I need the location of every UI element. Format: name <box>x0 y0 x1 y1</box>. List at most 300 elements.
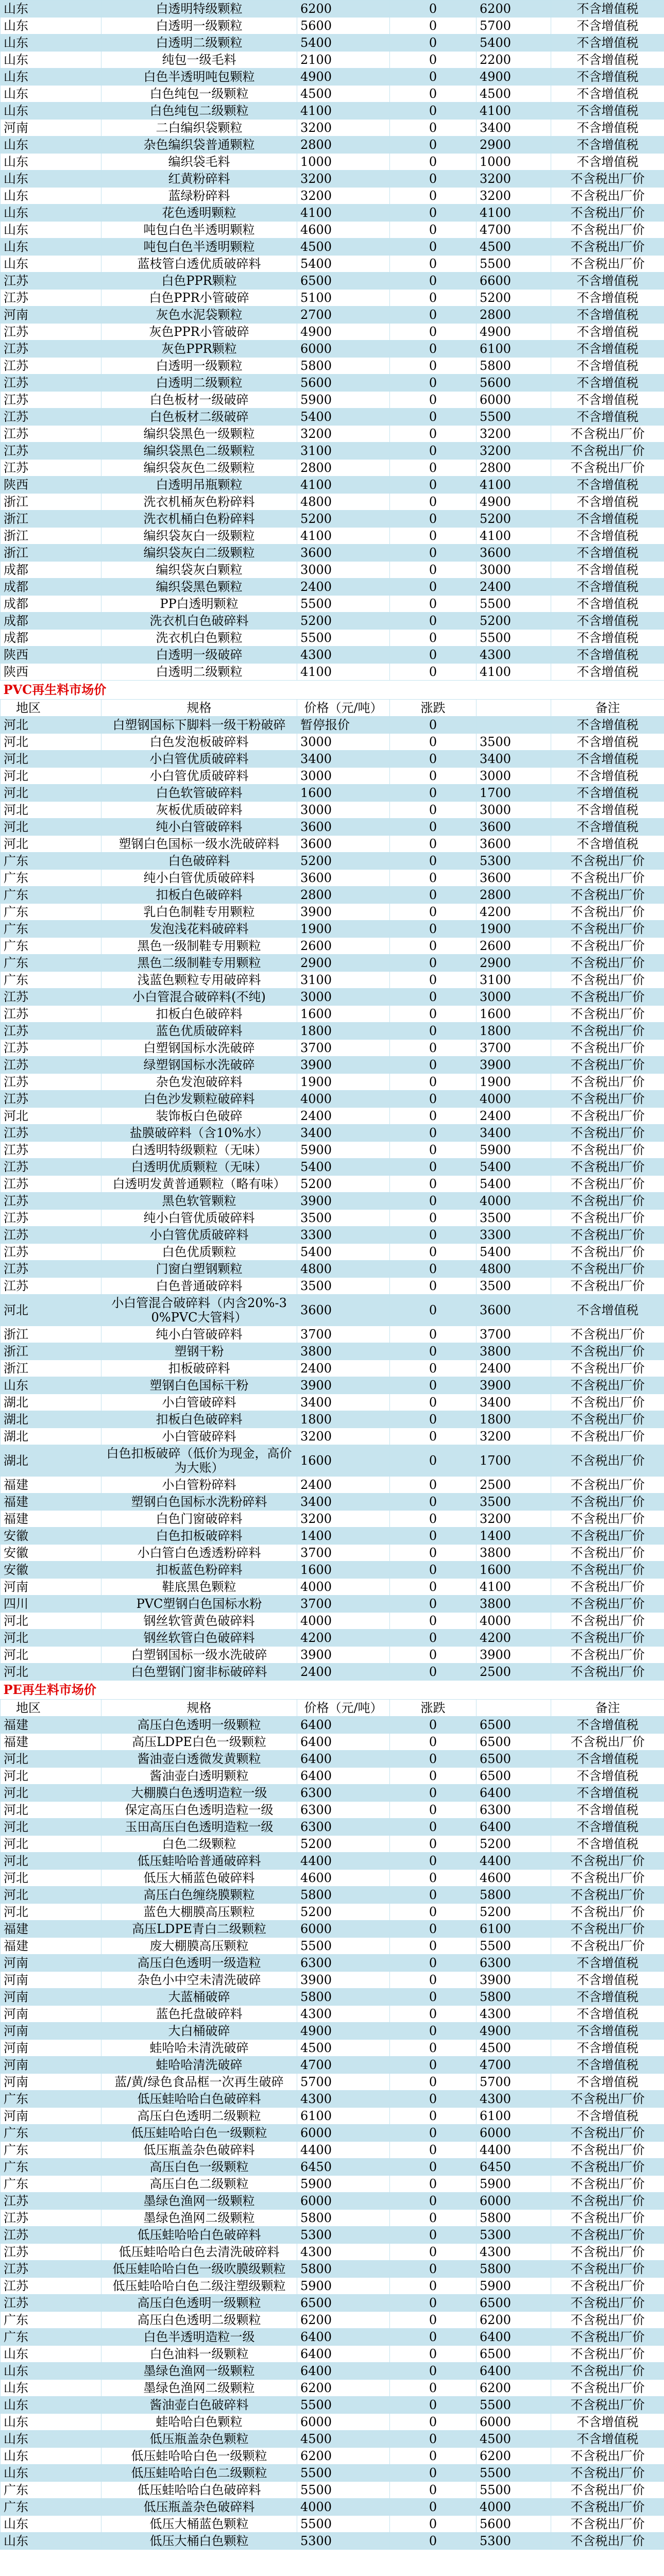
spec-cell: 白透明二级颗粒 <box>101 375 297 392</box>
price-cell: 3200 <box>297 1511 390 1528</box>
change-cell: 0 <box>390 2074 476 2091</box>
note-cell: 不含税出厂价 <box>551 1360 664 1377</box>
price-cell: 4100 <box>297 103 390 120</box>
region-cell: 江苏 <box>1 1074 101 1091</box>
price-upper-cell: 6100 <box>476 1921 551 1938</box>
table-row <box>1 904 664 921</box>
table-row <box>1 2176 664 2193</box>
spec-cell: 白透明一级破碎 <box>101 647 297 664</box>
table-row <box>1 358 664 375</box>
spec-cell: 低压蛙哈哈白色破碎料 <box>101 2482 297 2499</box>
change-cell: 0 <box>390 613 476 630</box>
price-cell: 3300 <box>297 1227 390 1244</box>
column-header-gap <box>476 700 551 717</box>
table-row <box>1 18 664 35</box>
note-cell: 不含税出厂价 <box>551 460 664 477</box>
price-upper-cell: 5500 <box>476 256 551 273</box>
spec-cell: 浅蓝色颗粒专用破碎料 <box>101 972 297 989</box>
table-row <box>1 1394 664 1411</box>
price-cell: 3100 <box>297 972 390 989</box>
table-row <box>1 2142 664 2159</box>
spec-cell: 白塑钢国标水洗破碎 <box>101 1040 297 1057</box>
price-cell: 4300 <box>297 2244 390 2261</box>
note-cell: 不含增值税 <box>551 836 664 853</box>
price-upper-cell: 3600 <box>476 836 551 853</box>
spec-cell: 大蓝桶破碎 <box>101 1989 297 2006</box>
change-cell: 0 <box>390 477 476 494</box>
note-cell: 不含增值税 <box>551 477 664 494</box>
region-cell: 河北 <box>1 819 101 836</box>
column-header-region: 地区 <box>1 700 101 717</box>
change-cell: 0 <box>390 1545 476 1562</box>
region-cell: 浙江 <box>1 1360 101 1377</box>
section-title: PE再生料市场价 <box>1 1681 664 1700</box>
table-row <box>1 1768 664 1785</box>
price-upper-cell: 1800 <box>476 1023 551 1040</box>
price-upper-cell: 3400 <box>476 1125 551 1142</box>
change-cell: 0 <box>390 2040 476 2057</box>
region-cell: 河北 <box>1 1751 101 1768</box>
change-cell: 0 <box>390 785 476 802</box>
price-upper-cell: 4700 <box>476 222 551 239</box>
spec-cell: 白色扣板破碎料 <box>101 1528 297 1545</box>
price-cell: 3900 <box>297 1377 390 1394</box>
price-cell: 5500 <box>297 2482 390 2499</box>
price-upper-cell: 5300 <box>476 2533 551 2550</box>
region-cell: 江苏 <box>1 1057 101 1074</box>
price-cell: 2700 <box>297 307 390 324</box>
price-upper-cell: 4300 <box>476 2091 551 2108</box>
table-row <box>1 409 664 426</box>
price-cell: 5400 <box>297 1159 390 1176</box>
price-upper-cell: 4900 <box>476 2023 551 2040</box>
price-cell: 6300 <box>297 1802 390 1819</box>
price-cell: 6300 <box>297 1785 390 1802</box>
change-cell: 0 <box>390 256 476 273</box>
note-cell: 不含税出厂价 <box>551 2125 664 2142</box>
note-cell: 不含增值税 <box>551 2431 664 2448</box>
table-row <box>1 35 664 52</box>
table-row <box>1 1717 664 1734</box>
note-cell: 不含税出厂价 <box>551 1006 664 1023</box>
region-cell: 河北 <box>1 1819 101 1836</box>
spec-cell: 酱油壶白色破碎料 <box>101 2397 297 2414</box>
region-cell: 江苏 <box>1 1040 101 1057</box>
note-cell: 不含增值税 <box>551 2108 664 2125</box>
note-cell: 不含增值税 <box>551 137 664 154</box>
region-cell: 江苏 <box>1 460 101 477</box>
note-cell: 不含税出厂价 <box>551 938 664 955</box>
column-header-note: 备注 <box>551 700 664 717</box>
region-cell: 河北 <box>1 1870 101 1887</box>
region-cell: 江苏 <box>1 2295 101 2312</box>
note-cell: 不含税出厂价 <box>551 1562 664 1579</box>
spec-cell: 白色优质颗粒 <box>101 1244 297 1261</box>
table-row <box>1 1596 664 1613</box>
price-cell: 3500 <box>297 1210 390 1227</box>
note-cell: 不含增值税 <box>551 392 664 409</box>
region-cell: 广东 <box>1 2312 101 2329</box>
table-row <box>1 921 664 938</box>
price-upper-cell: 5700 <box>476 18 551 35</box>
table-row <box>1 1477 664 1494</box>
price-cell: 3000 <box>297 734 390 751</box>
note-cell: 不含税出厂价 <box>551 1091 664 1108</box>
change-cell: 0 <box>390 2448 476 2465</box>
region-cell: 山东 <box>1 52 101 69</box>
price-upper-cell: 3000 <box>476 989 551 1006</box>
table-row <box>1 2006 664 2023</box>
price-upper-cell: 3900 <box>476 1057 551 1074</box>
price-upper-cell: 5900 <box>476 1142 551 1159</box>
spec-cell: 扣板破碎料 <box>101 1360 297 1377</box>
change-cell: 0 <box>390 734 476 751</box>
change-cell: 0 <box>390 341 476 358</box>
section-title-row <box>1 1681 664 1700</box>
region-cell: 山东 <box>1 2516 101 2533</box>
note-cell: 不含税出厂价 <box>551 2397 664 2414</box>
note-cell: 不含税出厂价 <box>551 1377 664 1394</box>
change-cell: 0 <box>390 2465 476 2482</box>
table-row <box>1 2516 664 2533</box>
price-cell: 6000 <box>297 2193 390 2210</box>
spec-cell: 高压白色二级颗粒 <box>101 2176 297 2193</box>
change-cell: 0 <box>390 460 476 477</box>
price-upper-cell: 3500 <box>476 734 551 751</box>
spec-cell: 洗衣机白色颗粒 <box>101 630 297 647</box>
region-cell: 江苏 <box>1 1006 101 1023</box>
region-cell: 江苏 <box>1 2278 101 2295</box>
region-cell: 河南 <box>1 1989 101 2006</box>
note-cell: 不含税出厂价 <box>551 1057 664 1074</box>
price-cell: 3500 <box>297 1278 390 1295</box>
price-upper-cell: 5200 <box>476 613 551 630</box>
note-cell: 不含税出厂价 <box>551 1596 664 1613</box>
change-cell: 0 <box>390 2142 476 2159</box>
price-cell: 3200 <box>297 1428 390 1445</box>
price-upper-cell: 5600 <box>476 375 551 392</box>
note-cell: 不含增值税 <box>551 69 664 86</box>
note-cell: 不含增值税 <box>551 528 664 545</box>
price-upper-cell: 6100 <box>476 341 551 358</box>
price-cell: 6300 <box>297 1819 390 1836</box>
price-upper-cell: 3200 <box>476 188 551 205</box>
price-cell: 5600 <box>297 375 390 392</box>
note-cell: 不含税出厂价 <box>551 426 664 443</box>
spec-cell: 白色门窗破碎料 <box>101 1511 297 1528</box>
price-upper-cell: 2400 <box>476 1360 551 1377</box>
note-cell: 不含增值税 <box>551 35 664 52</box>
table-row <box>1 1647 664 1664</box>
price-cell: 2100 <box>297 52 390 69</box>
note-cell: 不含税出厂价 <box>551 1734 664 1751</box>
region-cell: 山东 <box>1 2465 101 2482</box>
change-cell: 0 <box>390 1853 476 1870</box>
region-cell: 山东 <box>1 2448 101 2465</box>
price-upper-cell: 5300 <box>476 853 551 870</box>
change-cell: 0 <box>390 1819 476 1836</box>
note-cell: 不含税出厂价 <box>551 2516 664 2533</box>
region-cell: 成都 <box>1 630 101 647</box>
region-cell: 江苏 <box>1 1278 101 1295</box>
region-cell: 河北 <box>1 1785 101 1802</box>
region-cell: 山东 <box>1 2363 101 2380</box>
change-cell: 0 <box>390 324 476 341</box>
change-cell: 0 <box>390 1295 476 1326</box>
note-cell: 不含税出厂价 <box>551 921 664 938</box>
table-row <box>1 1904 664 1921</box>
spec-cell: 墨绿色渔网一级颗粒 <box>101 2193 297 2210</box>
price-upper-cell: 2800 <box>476 307 551 324</box>
table-row <box>1 2210 664 2227</box>
price-upper-cell: 1400 <box>476 1528 551 1545</box>
note-cell: 不含增值税 <box>551 2006 664 2023</box>
price-upper-cell: 5500 <box>476 2397 551 2414</box>
change-cell: 0 <box>390 2023 476 2040</box>
note-cell: 不含税出厂价 <box>551 256 664 273</box>
price-cell: 3200 <box>297 171 390 188</box>
price-cell: 5400 <box>297 256 390 273</box>
price-cell: 2800 <box>297 460 390 477</box>
note-cell: 不含税出厂价 <box>551 1023 664 1040</box>
spec-cell: 灰色PPR小管破碎 <box>101 324 297 341</box>
column-header-region: 地区 <box>1 1700 101 1717</box>
change-cell: 0 <box>390 18 476 35</box>
table-row <box>1 1006 664 1023</box>
change-cell: 0 <box>390 1 476 18</box>
change-cell: 0 <box>390 870 476 887</box>
spec-cell: 低压蛙哈哈白色破碎料 <box>101 2227 297 2244</box>
price-cell: 2800 <box>297 137 390 154</box>
note-cell: 不含增值税 <box>551 1802 664 1819</box>
table-row <box>1 1630 664 1647</box>
change-cell: 0 <box>390 2329 476 2346</box>
region-cell: 成都 <box>1 613 101 630</box>
price-cell: 5800 <box>297 1887 390 1904</box>
table-row <box>1 528 664 545</box>
change-cell: 0 <box>390 358 476 375</box>
region-cell: 浙江 <box>1 1326 101 1343</box>
change-cell: 0 <box>390 562 476 579</box>
table-row <box>1 290 664 307</box>
table-row <box>1 2312 664 2329</box>
table-row <box>1 1734 664 1751</box>
spec-cell: 低压大桶白色颗粒 <box>101 2533 297 2550</box>
price-upper-cell: 3900 <box>476 1377 551 1394</box>
region-cell: 河北 <box>1 802 101 819</box>
region-cell: 山东 <box>1 18 101 35</box>
price-upper-cell: 3000 <box>476 802 551 819</box>
price-cell: 6200 <box>297 1 390 18</box>
note-cell: 不含税出厂价 <box>551 887 664 904</box>
change-cell: 0 <box>390 1477 476 1494</box>
region-cell: 山东 <box>1 137 101 154</box>
note-cell: 不含增值税 <box>551 273 664 290</box>
price-cell: 1400 <box>297 1528 390 1545</box>
change-cell: 0 <box>390 596 476 613</box>
spec-cell: 小白管破碎料 <box>101 1428 297 1445</box>
price-cell: 3400 <box>297 1494 390 1511</box>
price-cell: 4000 <box>297 2499 390 2516</box>
price-upper-cell: 4800 <box>476 1261 551 1278</box>
price-upper-cell: 4600 <box>476 1870 551 1887</box>
price-upper-cell: 4100 <box>476 103 551 120</box>
region-cell: 陕西 <box>1 477 101 494</box>
table-row <box>1 1023 664 1040</box>
price-cell: 5400 <box>297 1244 390 1261</box>
price-upper-cell: 5800 <box>476 1887 551 1904</box>
price-upper-cell: 2900 <box>476 137 551 154</box>
region-cell: 湖北 <box>1 1428 101 1445</box>
price-cell: 1900 <box>297 1074 390 1091</box>
price-upper-cell: 1800 <box>476 1411 551 1428</box>
price-cell: 4100 <box>297 528 390 545</box>
note-cell: 不含税出厂价 <box>551 1108 664 1125</box>
spec-cell: 白透明优质颗粒（无味） <box>101 1159 297 1176</box>
column-header-spec: 规格 <box>101 1700 297 1717</box>
table-row <box>1 494 664 511</box>
region-cell: 安徽 <box>1 1545 101 1562</box>
change-cell: 0 <box>390 1751 476 1768</box>
table-row <box>1 1377 664 1394</box>
change-cell: 0 <box>390 273 476 290</box>
table-row <box>1 2227 664 2244</box>
price-upper-cell: 6200 <box>476 2380 551 2397</box>
note-cell: 不含税出厂价 <box>551 1887 664 1904</box>
change-cell: 0 <box>390 1244 476 1261</box>
table-row <box>1 1751 664 1768</box>
note-cell: 不含税出厂价 <box>551 2159 664 2176</box>
note-cell: 不含增值税 <box>551 290 664 307</box>
price-cell: 3700 <box>297 1596 390 1613</box>
change-cell: 0 <box>390 836 476 853</box>
table-row <box>1 154 664 171</box>
price-cell: 3600 <box>297 870 390 887</box>
change-cell: 0 <box>390 717 476 734</box>
price-upper-cell: 1700 <box>476 785 551 802</box>
table-row <box>1 1411 664 1428</box>
price-cell: 5700 <box>297 2074 390 2091</box>
spec-cell: 低压蛙哈哈白色二级颗粒 <box>101 2465 297 2482</box>
region-cell: 山东 <box>1 205 101 222</box>
price-upper-cell: 3200 <box>476 1428 551 1445</box>
region-cell: 江苏 <box>1 989 101 1006</box>
table-row <box>1 2363 664 2380</box>
note-cell: 不含税出厂价 <box>551 1142 664 1159</box>
spec-cell: 纯小白管破碎料 <box>101 1326 297 1343</box>
change-cell: 0 <box>390 887 476 904</box>
table-row <box>1 2346 664 2363</box>
region-cell: 山东 <box>1 222 101 239</box>
region-cell: 广东 <box>1 2329 101 2346</box>
table-row <box>1 1989 664 2006</box>
table-row <box>1 819 664 836</box>
spec-cell: 酱油壶白透明颗粒 <box>101 1768 297 1785</box>
table-row <box>1 443 664 460</box>
price-cell: 4800 <box>297 494 390 511</box>
table-row <box>1 1193 664 1210</box>
table-row <box>1 69 664 86</box>
region-cell: 江苏 <box>1 2210 101 2227</box>
table-row <box>1 1142 664 1159</box>
note-cell: 不含税出厂价 <box>551 2261 664 2278</box>
note-cell: 不含增值税 <box>551 409 664 426</box>
region-cell: 江苏 <box>1 1193 101 1210</box>
price-upper-cell: 3200 <box>476 443 551 460</box>
price-cell: 5800 <box>297 2210 390 2227</box>
spec-cell: 白色扣板破碎（低价为现金，高价为大账） <box>101 1445 297 1477</box>
price-cell: 5400 <box>297 409 390 426</box>
price-upper-cell: 5300 <box>476 2227 551 2244</box>
spec-cell: 低压瓶盖杂色破碎料 <box>101 2142 297 2159</box>
note-cell: 不含税出厂价 <box>551 1938 664 1955</box>
change-cell: 0 <box>390 188 476 205</box>
price-upper-cell: 5900 <box>476 2278 551 2295</box>
price-cell: 3900 <box>297 1193 390 1210</box>
region-cell: 浙江 <box>1 494 101 511</box>
spec-cell: 小白管白色透透粉碎料 <box>101 1545 297 1562</box>
note-cell: 不含税出厂价 <box>551 2499 664 2516</box>
spec-cell: 编织袋灰白一级颗粒 <box>101 528 297 545</box>
price-cell: 3000 <box>297 802 390 819</box>
table-row <box>1 426 664 443</box>
spec-cell: 编织袋黑色一级颗粒 <box>101 426 297 443</box>
table-row <box>1 2295 664 2312</box>
change-cell: 0 <box>390 86 476 103</box>
change-cell: 0 <box>390 1159 476 1176</box>
change-cell: 0 <box>390 2414 476 2431</box>
table-row <box>1 938 664 955</box>
spec-cell: 发泡浅花料破碎料 <box>101 921 297 938</box>
price-upper-cell: 2500 <box>476 1664 551 1681</box>
spec-cell: 装饰板白色破碎 <box>101 1108 297 1125</box>
change-cell: 0 <box>390 511 476 528</box>
spec-cell: 白透明特级颗粒（无味） <box>101 1142 297 1159</box>
spec-cell: 灰色水泥袋颗粒 <box>101 307 297 324</box>
spec-cell: 塑钢白色国标水洗粉碎料 <box>101 1494 297 1511</box>
note-cell: 不含税出厂价 <box>551 1343 664 1360</box>
spec-cell: 钢丝软管白色破碎料 <box>101 1630 297 1647</box>
table-row <box>1 1870 664 1887</box>
table-row <box>1 86 664 103</box>
price-upper-cell: 6200 <box>476 2448 551 2465</box>
note-cell: 不含增值税 <box>551 324 664 341</box>
spec-cell: 高压白色一级颗粒 <box>101 2159 297 2176</box>
section-title: PVC再生料市场价 <box>1 681 664 700</box>
price-upper-cell: 6300 <box>476 1802 551 1819</box>
spec-cell: 扣板白色破碎料 <box>101 1411 297 1428</box>
price-upper-cell: 5200 <box>476 1904 551 1921</box>
note-cell: 不含税出厂价 <box>551 2312 664 2329</box>
note-cell: 不含增值税 <box>551 2057 664 2074</box>
region-cell: 福建 <box>1 1494 101 1511</box>
spec-cell: 蓝色优质破碎料 <box>101 1023 297 1040</box>
table-row <box>1 2023 664 2040</box>
table-row <box>1 1360 664 1377</box>
change-cell: 0 <box>390 392 476 409</box>
region-cell: 成都 <box>1 596 101 613</box>
note-cell: 不含税出厂价 <box>551 1159 664 1176</box>
region-cell: 河北 <box>1 1108 101 1125</box>
spec-cell: 白色二级颗粒 <box>101 1836 297 1853</box>
region-cell: 浙江 <box>1 511 101 528</box>
change-cell: 0 <box>390 120 476 137</box>
price-cell: 6500 <box>297 2295 390 2312</box>
spec-cell: 二白编织袋颗粒 <box>101 120 297 137</box>
change-cell: 0 <box>390 1511 476 1528</box>
table-row <box>1 1853 664 1870</box>
price-cell: 6100 <box>297 2108 390 2125</box>
